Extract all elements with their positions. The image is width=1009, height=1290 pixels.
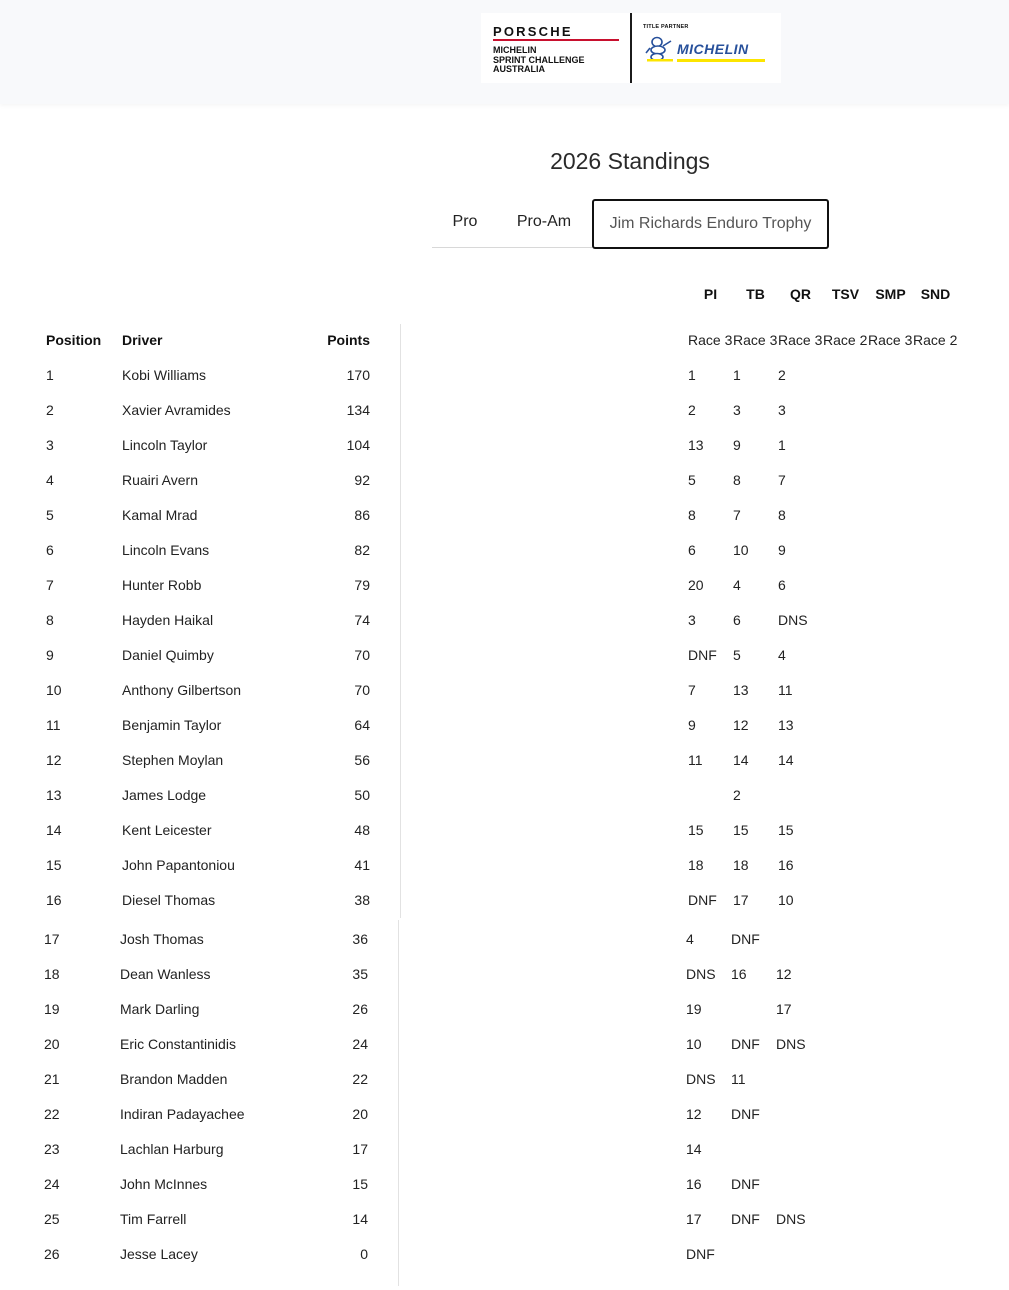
race-header-snd: Race 2 (913, 332, 958, 348)
row-driver: Benjamin Taylor (122, 717, 222, 733)
row-points: 82 (354, 542, 370, 558)
row-position: 3 (46, 437, 54, 453)
row-driver: Hayden Haikal (122, 612, 214, 628)
row-result-pi: DNF (686, 1246, 715, 1262)
row-result-tb: 8 (733, 472, 741, 488)
row-driver: Mark Darling (120, 1001, 200, 1017)
row-driver: Brandon Madden (120, 1071, 228, 1087)
race-header-tsv: Race 2 (823, 332, 868, 348)
row-result-tb: 15 (733, 822, 749, 838)
row-driver: Diesel Thomas (122, 892, 216, 908)
table-row (0, 1071, 1009, 1091)
row-result-qr: 9 (778, 542, 786, 558)
row-result-qr: 16 (778, 857, 794, 873)
race-header-qr: Race 3 (778, 332, 823, 348)
row-position: 7 (46, 577, 54, 593)
row-driver: Kamal Mrad (122, 507, 198, 523)
row-points: 70 (354, 682, 370, 698)
table-row (0, 367, 1009, 387)
row-driver: Josh Thomas (120, 931, 204, 947)
row-result-pi: 12 (686, 1106, 702, 1122)
table-row (0, 1001, 1009, 1021)
row-points: 35 (352, 966, 368, 982)
row-position: 9 (46, 647, 54, 663)
row-driver: Eric Constantinidis (120, 1036, 236, 1052)
row-position: 12 (46, 752, 62, 768)
row-result-pi: 5 (688, 472, 696, 488)
row-position: 4 (46, 472, 54, 488)
row-driver: Anthony Gilbertson (122, 682, 242, 698)
row-result-qr: 7 (778, 472, 786, 488)
row-result-qr: 4 (778, 647, 786, 663)
table-row (0, 1246, 1009, 1266)
table-row (0, 1211, 1009, 1231)
row-result-pi: 18 (688, 857, 704, 873)
row-result-qr: 10 (778, 892, 794, 908)
table-row (0, 857, 1009, 877)
tab-pro-am[interactable]: Pro-Am (516, 213, 572, 230)
row-result-pi: 11 (688, 752, 703, 768)
row-result-qr: 17 (776, 1001, 792, 1017)
row-result-tb: 10 (733, 542, 749, 558)
table-row (0, 437, 1009, 457)
row-result-tb: 1 (733, 367, 741, 383)
row-result-pi: 17 (686, 1211, 702, 1227)
track-header-snd: SND (920, 286, 951, 302)
row-result-tb: DNF (731, 931, 760, 947)
row-driver: Daniel Quimby (122, 647, 214, 663)
row-position: 17 (44, 931, 60, 947)
row-result-qr: 8 (778, 507, 786, 523)
row-result-pi: 9 (688, 717, 696, 733)
row-result-tb: 13 (733, 682, 749, 698)
table-row (0, 507, 1009, 527)
row-position: 1 (46, 367, 54, 383)
title-partner-label: TITLE PARTNER (643, 24, 689, 30)
logo-divider (630, 13, 632, 83)
row-result-pi: 6 (688, 542, 696, 558)
race-header-pi: Race 3 (688, 332, 733, 348)
row-driver: Kobi Williams (122, 367, 207, 383)
michelin-partner-logo (643, 24, 773, 72)
row-result-pi: 15 (688, 822, 704, 838)
row-result-pi: 2 (688, 402, 696, 418)
race-header-smp: Race 3 (868, 332, 913, 348)
porsche-sprint-challenge-logo (493, 25, 621, 75)
row-driver: Kent Leicester (122, 822, 212, 838)
row-result-qr: DNS (776, 1211, 806, 1227)
table-row (0, 472, 1009, 492)
column-header-driver: Driver (122, 332, 163, 348)
row-points: 92 (354, 472, 370, 488)
row-result-pi: DNS (686, 1071, 716, 1087)
row-result-tb: 2 (733, 787, 741, 803)
row-result-qr: 13 (778, 717, 794, 733)
row-points: 38 (354, 892, 370, 908)
row-position: 26 (44, 1246, 60, 1262)
row-result-tb: 3 (733, 402, 741, 418)
michelin-bibendum-icon (645, 36, 675, 62)
row-result-tb: DNF (731, 1106, 760, 1122)
series-line-2: SPRINT CHALLENGE (493, 54, 585, 65)
row-driver: Indiran Padayachee (120, 1106, 245, 1122)
row-result-qr: DNS (778, 612, 808, 628)
row-points: 70 (354, 647, 370, 663)
table-row (0, 966, 1009, 986)
table-row (0, 892, 1009, 912)
row-result-qr: 6 (778, 577, 786, 593)
row-result-tb: 4 (733, 577, 741, 593)
row-position: 25 (44, 1211, 60, 1227)
row-points: 64 (354, 717, 370, 733)
series-logo[interactable] (481, 13, 781, 83)
row-result-tb: DNF (731, 1176, 760, 1192)
row-points: 104 (346, 437, 370, 453)
row-position: 8 (46, 612, 54, 628)
track-header-tb: TB (746, 286, 765, 302)
row-result-qr: 2 (778, 367, 786, 383)
row-driver: Lincoln Taylor (122, 437, 208, 453)
row-result-tb: 18 (733, 857, 749, 873)
porsche-red-bar (493, 39, 619, 41)
row-driver: Lachlan Harburg (120, 1141, 224, 1157)
row-result-pi: 4 (686, 931, 694, 947)
row-result-pi: 10 (686, 1036, 702, 1052)
row-result-qr: 1 (778, 437, 786, 453)
row-points: 24 (352, 1036, 368, 1052)
row-result-tb: 6 (733, 612, 741, 628)
row-result-tb: 7 (733, 507, 741, 523)
series-line-3: AUSTRALIA (493, 64, 545, 74)
row-points: 86 (354, 507, 370, 523)
row-result-tb: 5 (733, 647, 741, 663)
row-result-pi: 14 (686, 1141, 702, 1157)
table-row (0, 682, 1009, 702)
row-driver: John McInnes (120, 1176, 208, 1192)
row-position: 16 (46, 892, 62, 908)
table-row (0, 752, 1009, 772)
tab-pro[interactable]: Pro (452, 213, 478, 230)
row-points: 17 (352, 1141, 368, 1157)
race-header-tb: Race 3 (733, 332, 778, 348)
row-position: 5 (46, 507, 54, 523)
row-position: 14 (46, 822, 62, 838)
row-position: 2 (46, 402, 54, 418)
row-result-tb: 11 (731, 1071, 746, 1087)
row-result-qr: DNS (776, 1036, 806, 1052)
porsche-wordmark: PORSCHE (493, 24, 573, 39)
row-position: 19 (44, 1001, 60, 1017)
row-position: 11 (46, 717, 61, 733)
row-result-qr: 15 (778, 822, 794, 838)
row-result-pi: 16 (686, 1176, 702, 1192)
table-row (0, 822, 1009, 842)
row-result-pi: DNS (686, 966, 716, 982)
row-result-pi: 1 (688, 367, 696, 383)
page-title: 2026 Standings (550, 148, 710, 174)
row-result-qr: 11 (778, 682, 793, 698)
row-driver: Xavier Avramides (122, 402, 231, 418)
series-line-1: MICHELIN (493, 45, 537, 55)
row-driver: James Lodge (122, 787, 207, 803)
table-row (0, 1106, 1009, 1126)
row-result-pi: 8 (688, 507, 696, 523)
row-points: 134 (346, 402, 370, 418)
row-position: 15 (46, 857, 62, 873)
row-points: 41 (354, 857, 370, 873)
tab-jim-richards-enduro-trophy[interactable]: Jim Richards Enduro Trophy (592, 199, 829, 249)
row-position: 13 (46, 787, 62, 803)
table-row (0, 542, 1009, 562)
column-header-position: Position (46, 332, 102, 348)
row-position: 24 (44, 1176, 60, 1192)
row-driver: Dean Wanless (120, 966, 211, 982)
row-driver: Jesse Lacey (120, 1246, 198, 1262)
row-driver: Lincoln Evans (122, 542, 210, 558)
row-position: 20 (44, 1036, 60, 1052)
row-points: 20 (352, 1106, 368, 1122)
row-driver: Hunter Robb (122, 577, 202, 593)
row-result-tb: DNF (731, 1211, 760, 1227)
track-header-qr: QR (790, 286, 811, 302)
table-row (0, 647, 1009, 667)
row-position: 21 (44, 1071, 60, 1087)
column-header-points: Points (327, 332, 370, 348)
row-result-qr: 3 (778, 402, 786, 418)
row-result-pi: 7 (688, 682, 696, 698)
row-result-qr: 12 (776, 966, 792, 982)
track-header-pi: PI (703, 286, 718, 302)
row-result-qr: 14 (778, 752, 794, 768)
table-row (0, 717, 1009, 737)
table-row (0, 1176, 1009, 1196)
row-result-pi: DNF (688, 647, 717, 663)
row-points: 170 (346, 367, 370, 383)
row-result-pi: DNF (688, 892, 717, 908)
site-header (0, 0, 1009, 104)
row-position: 18 (44, 966, 60, 982)
row-points: 50 (354, 787, 370, 803)
row-driver: Ruairi Avern (122, 472, 199, 488)
row-position: 22 (44, 1106, 60, 1122)
table-row (0, 577, 1009, 597)
row-points: 14 (352, 1211, 368, 1227)
row-result-pi: 13 (688, 437, 704, 453)
table-row (0, 1036, 1009, 1056)
row-driver: Tim Farrell (120, 1211, 187, 1227)
row-driver: John Papantoniou (122, 857, 235, 873)
table-row (0, 931, 1009, 951)
michelin-yellow-bar (677, 59, 765, 62)
row-driver: Stephen Moylan (122, 752, 224, 768)
row-position: 6 (46, 542, 54, 558)
table-row (0, 402, 1009, 422)
row-result-tb: 9 (733, 437, 741, 453)
track-header-tsv: TSV (831, 286, 860, 302)
row-points: 15 (352, 1176, 368, 1192)
track-header-smp: SMP (875, 286, 906, 302)
row-points: 0 (360, 1246, 368, 1262)
michelin-wordmark: MICHELIN (677, 41, 749, 57)
table-row (0, 612, 1009, 632)
table-row (0, 787, 1009, 807)
row-result-tb: 12 (733, 717, 749, 733)
row-result-pi: 3 (688, 612, 696, 628)
row-position: 23 (44, 1141, 60, 1157)
row-points: 79 (354, 577, 370, 593)
row-result-pi: 20 (688, 577, 704, 593)
row-points: 74 (354, 612, 370, 628)
row-position: 10 (46, 682, 62, 698)
table-row (0, 1141, 1009, 1161)
row-result-pi: 19 (686, 1001, 702, 1017)
row-points: 48 (354, 822, 370, 838)
row-points: 56 (354, 752, 370, 768)
row-points: 26 (352, 1001, 368, 1017)
row-result-tb: DNF (731, 1036, 760, 1052)
row-result-tb: 14 (733, 752, 749, 768)
row-points: 36 (352, 931, 368, 947)
row-result-tb: 17 (733, 892, 749, 908)
row-result-tb: 16 (731, 966, 747, 982)
row-points: 22 (352, 1071, 368, 1087)
